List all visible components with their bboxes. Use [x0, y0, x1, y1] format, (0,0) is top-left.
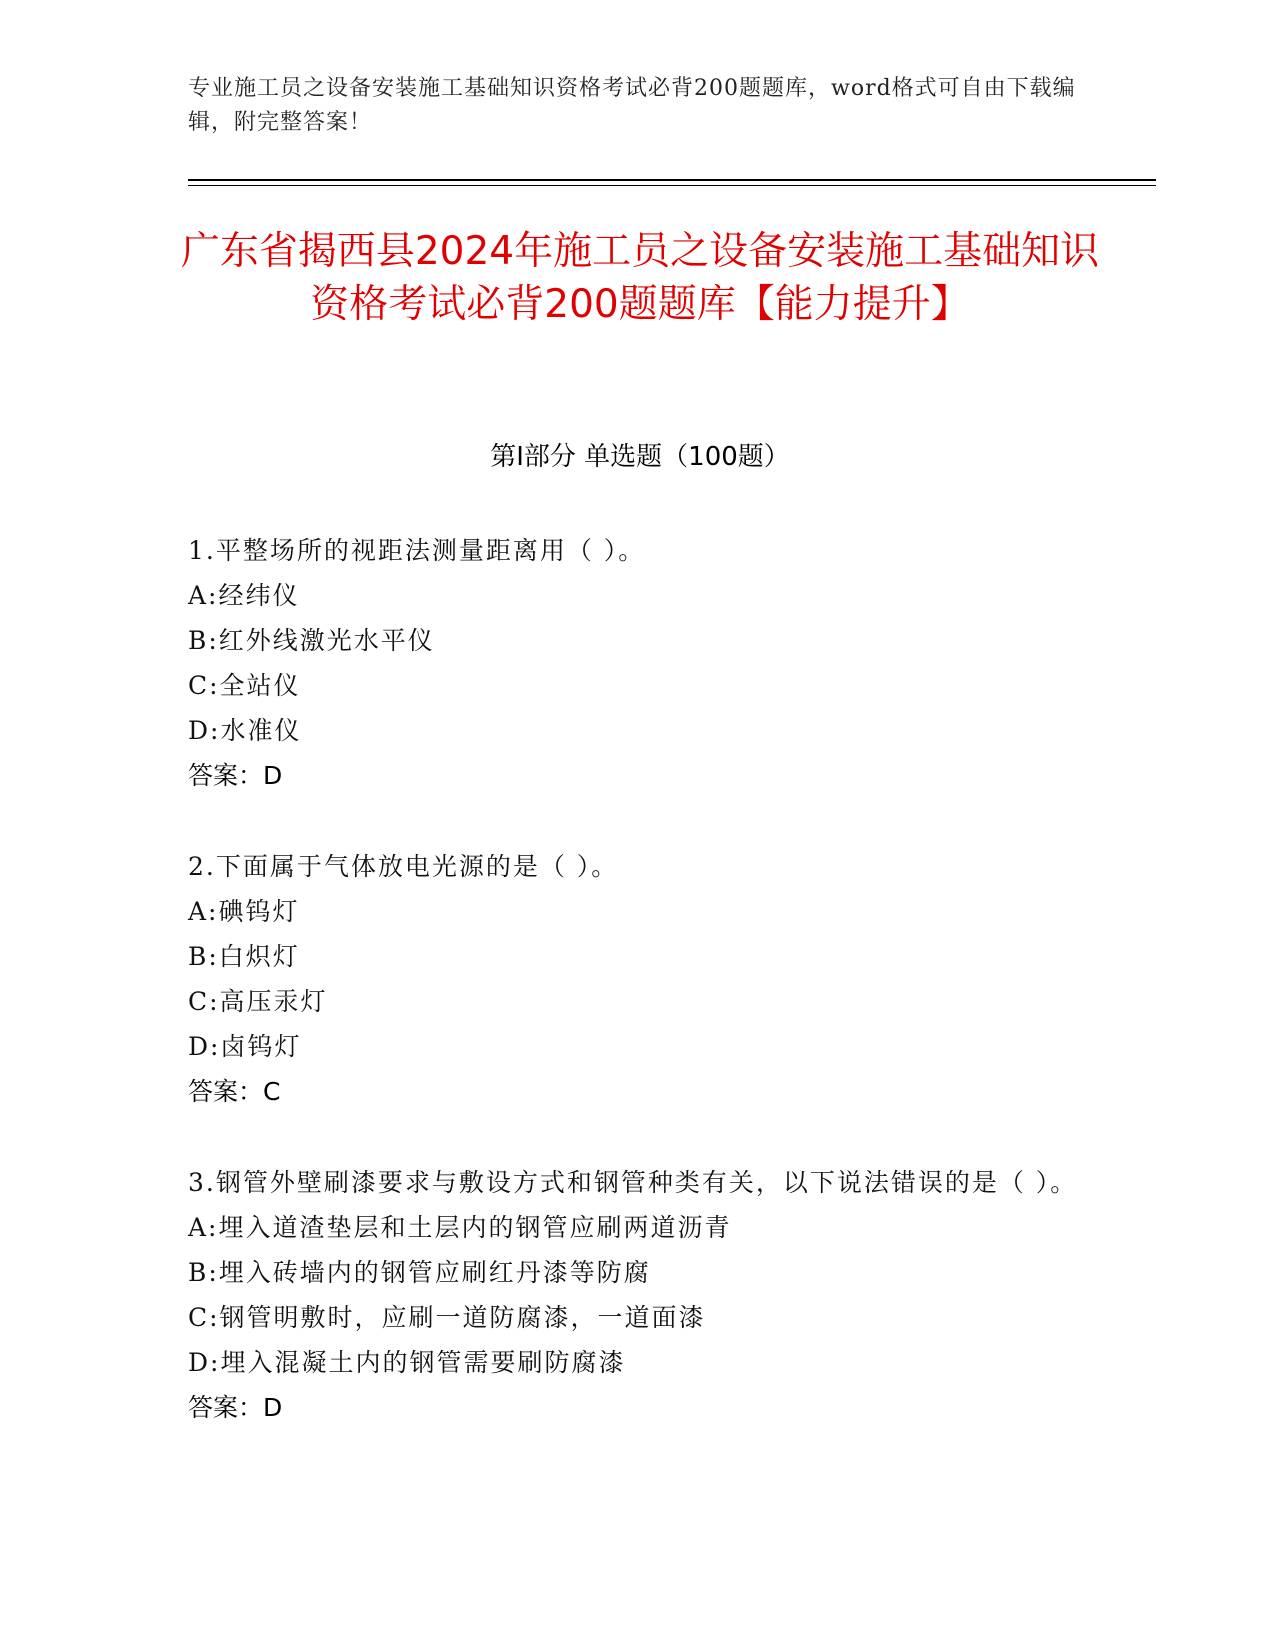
- header-divider-thick: [188, 179, 1156, 181]
- section-heading: 第Ⅰ部分 单选题（100题）: [490, 442, 790, 472]
- header-divider-thin: [188, 185, 1156, 186]
- question-stem: 2.下面属于气体放电光源的是（ ）。: [188, 852, 619, 881]
- question-stem: 3.钢管外壁刷漆要求与敷设方式和钢管种类有关，以下说法错误的是（ ）。: [188, 1168, 1078, 1197]
- option-b: B:埋入砖墙内的钢管应刷红丹漆等防腐: [188, 1258, 651, 1287]
- option-d: D:水准仪: [188, 716, 302, 745]
- question-1: [188, 528, 1088, 798]
- answer: 答案：D: [188, 761, 283, 790]
- option-b: B:红外线激光水平仪: [188, 626, 435, 655]
- option-a: A:经纬仪: [188, 581, 300, 610]
- question-list: [188, 528, 1088, 1476]
- answer: 答案：C: [188, 1077, 281, 1106]
- document-title: 广东省揭西县2024年施工员之设备安装施工基础知识资格考试必背200题题库【能力提升】: [180, 229, 1100, 327]
- question-2: [188, 844, 1088, 1114]
- option-d: D:卤钨灯: [188, 1032, 302, 1061]
- option-a: A:埋入道渣垫层和土层内的钢管应刷两道沥青: [188, 1213, 732, 1242]
- header-note: 专业施工员之设备安装施工基础知识资格考试必背200题题库，word格式可自由下载编辑，附完整答案！: [188, 76, 1076, 135]
- option-c: C:全站仪: [188, 671, 301, 700]
- question-3: [188, 1160, 1088, 1430]
- option-d: D:埋入混凝土内的钢管需要刷防腐漆: [188, 1348, 626, 1377]
- option-a: A:碘钨灯: [188, 897, 300, 926]
- option-c: C:钢管明敷时，应刷一道防腐漆，一道面漆: [188, 1303, 706, 1332]
- option-b: B:白炽灯: [188, 942, 300, 971]
- option-c: C:高压汞灯: [188, 987, 328, 1016]
- question-stem: 1.平整场所的视距法测量距离用（ ）。: [188, 536, 646, 565]
- answer: 答案：D: [188, 1393, 283, 1422]
